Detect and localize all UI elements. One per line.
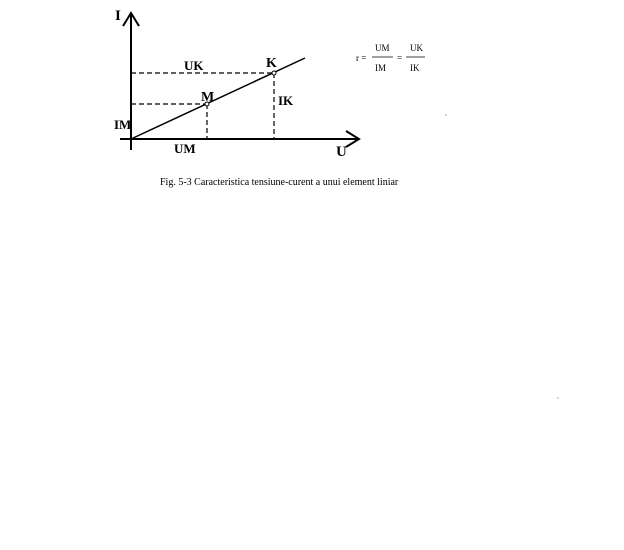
formula-frac2-numerator: UK xyxy=(410,43,423,53)
formula-frac2-denominator: IK xyxy=(410,63,420,73)
formula-frac1-denominator: IM xyxy=(375,63,386,73)
point-m-label: M xyxy=(201,90,215,105)
figure-caption: Fig. 5-3 Caracteristica tensiune-curent a unui element liniar xyxy=(160,177,399,188)
x-axis-label: U xyxy=(336,144,347,160)
ik-label: IK xyxy=(278,93,294,108)
point-k-label: K xyxy=(266,56,277,71)
formula-frac1-numerator: UM xyxy=(375,43,390,53)
point-k-marker xyxy=(272,71,276,75)
um-label: UM xyxy=(174,141,196,156)
y-axis-label: I xyxy=(115,8,121,24)
formula-equals: = xyxy=(397,53,403,63)
im-label: IM xyxy=(114,117,132,132)
resistance-formula xyxy=(356,43,425,73)
uk-label: UK xyxy=(184,58,204,73)
stray-dot xyxy=(445,114,446,115)
stray-dot xyxy=(557,397,558,398)
formula-lhs: r = xyxy=(356,53,367,63)
